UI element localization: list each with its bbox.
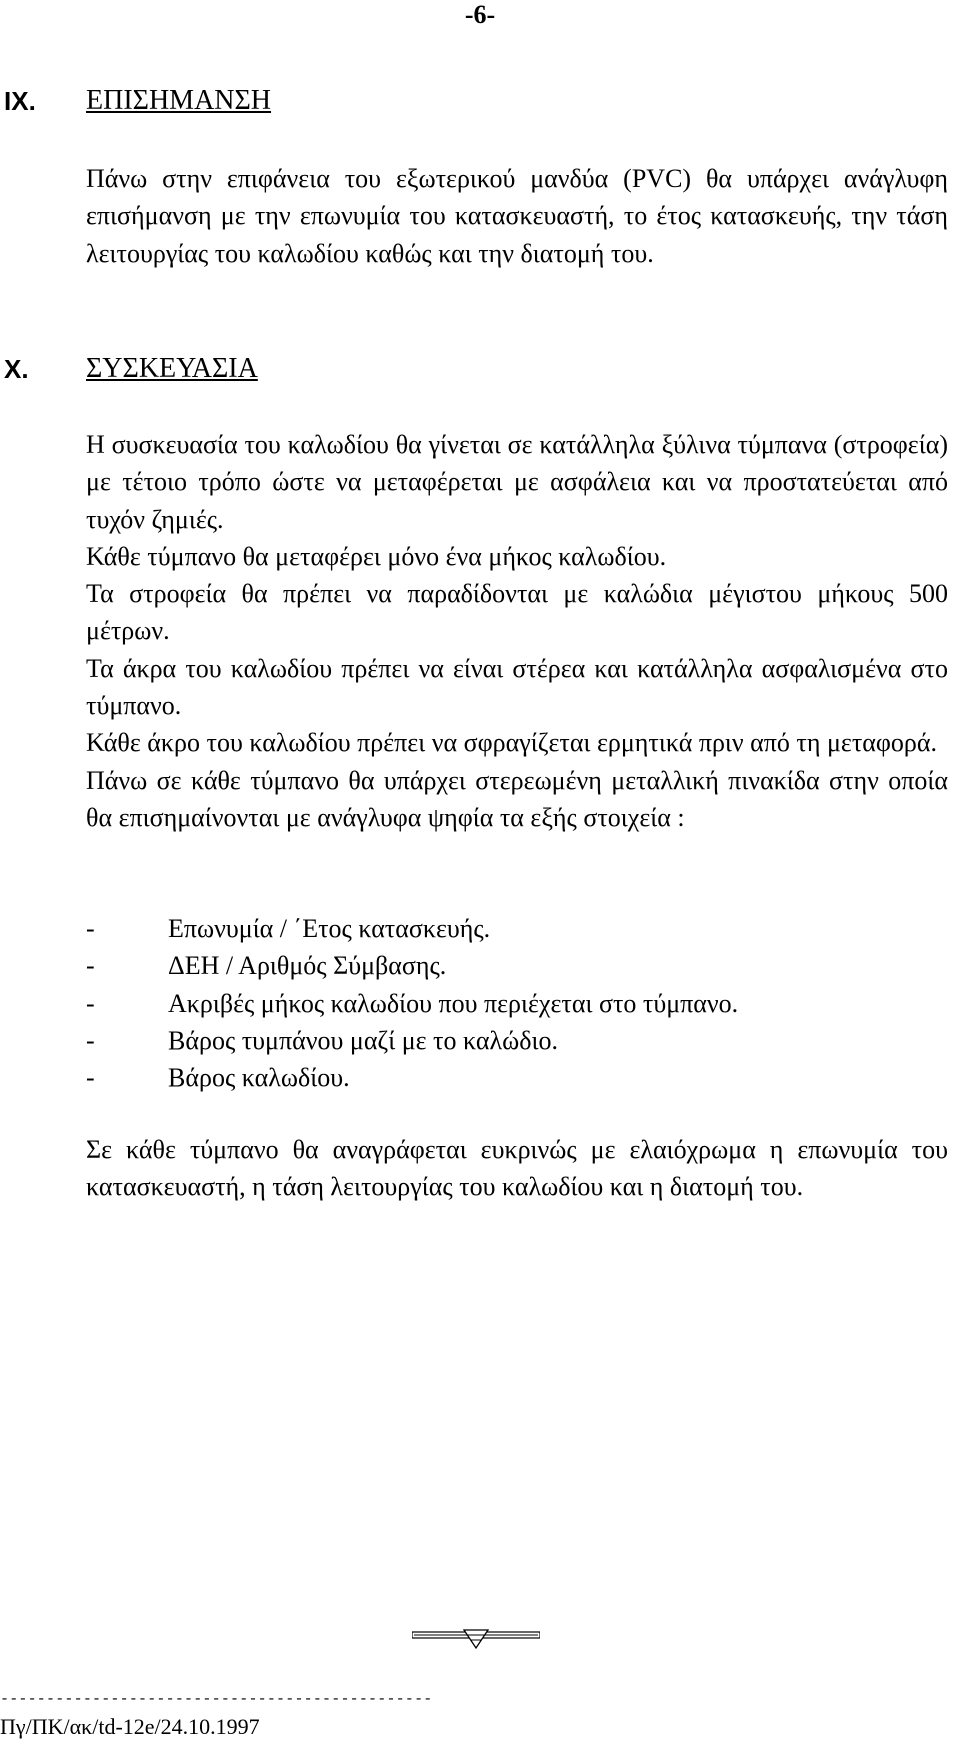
- paragraph: Πάνω στην επιφάνεια του εξωτερικού μανδύα (PVC) θα υπάρχει ανάγλυφη επισήμανση με την επωνυμία του κατασκευαστή, το έτος κατασκευής, την τάση λειτουργίας του καλωδίου καθώς και την διατομή του.: [86, 164, 948, 268]
- list-item: [86, 1022, 948, 1059]
- section-number: X.: [4, 354, 29, 384]
- list-item-text: Βάρος τυμπάνου μαζί με το καλώδιο.: [168, 1025, 558, 1055]
- bullet-dash: -: [86, 951, 95, 981]
- list-item-text: Επωνυμία / ΄Ετος κατασκευής.: [168, 914, 491, 943]
- list-item-text: Βάρος καλωδίου.: [168, 1063, 350, 1093]
- list-item: [86, 947, 948, 984]
- section-body-packaging: [86, 426, 948, 836]
- list-item-text: Ακριβές μήκος καλωδίου που περιέχεται στο τύμπανο.: [168, 988, 739, 1018]
- bullet-list: [86, 910, 948, 1096]
- bullet-dash: -: [86, 988, 95, 1018]
- paragraph: Τα στροφεία θα πρέπει να παραδίδονται με καλώδια μέγιστου μήκους 500 μέτρων.: [86, 579, 948, 646]
- paragraph: Πάνω σε κάθε τύμπανο θα υπάρχει στερεωμένη μεταλλική πινακίδα στην οποία θα επισημαίνονται με ανάγλυφα ψηφία τα εξής στοιχεία :: [86, 765, 948, 832]
- list-item: [86, 910, 948, 947]
- end-of-section-emblem: [412, 1624, 540, 1650]
- paragraph: Σε κάθε τύμπανο θα αναγράφεται ευκρινώς με ελαιόχρωμα η επωνυμία του κατασκευαστή, η τάση λειτουργίας του καλωδίου και η διατομή του.: [86, 1135, 948, 1202]
- section-title: ΣΥΣΚΕΥΑΣΙΑ: [86, 353, 258, 384]
- bullet-dash: -: [86, 1025, 95, 1055]
- page-number: -6-: [464, 0, 496, 29]
- list-item-text: ΔΕΗ / Αριθμός Σύμβασης.: [168, 951, 447, 981]
- paragraph: Η συσκευασία του καλωδίου θα γίνεται σε κατάλληλα ξύλινα τύμπανα (στροφεία) με τέτοιο τρόπο ώστε να μεταφέρεται με ασφάλεια και να προστατεύεται από τυχόν ζημιές.: [86, 430, 948, 534]
- section-title: ΕΠΙΣΗΜΑΝΣΗ: [86, 85, 272, 116]
- section-number: IX.: [4, 86, 36, 116]
- footer-divider: -----------------------------------------------: [0, 1691, 433, 1708]
- list-item: [86, 985, 948, 1022]
- paragraph: Κάθε άκρο του καλωδίου πρέπει να σφραγίζεται ερμητικά πριν από τη μεταφορά.: [86, 728, 937, 758]
- paragraph: Κάθε τύμπανο θα μεταφέρει μόνο ένα μήκος καλωδίου.: [86, 541, 667, 571]
- bullet-dash: -: [86, 1063, 95, 1093]
- footer-reference: Πγ/ΠΚ/ακ/td-12e/24.10.1997: [0, 1714, 260, 1739]
- bullet-dash: -: [86, 914, 95, 943]
- paragraph: Τα άκρα του καλωδίου πρέπει να είναι στέρεα και κατάλληλα ασφαλισμένα στο τύμπανο.: [86, 653, 948, 721]
- list-item: [86, 1059, 948, 1096]
- closing-paragraph-block: [86, 1131, 948, 1206]
- section-body-labeling: [86, 160, 948, 272]
